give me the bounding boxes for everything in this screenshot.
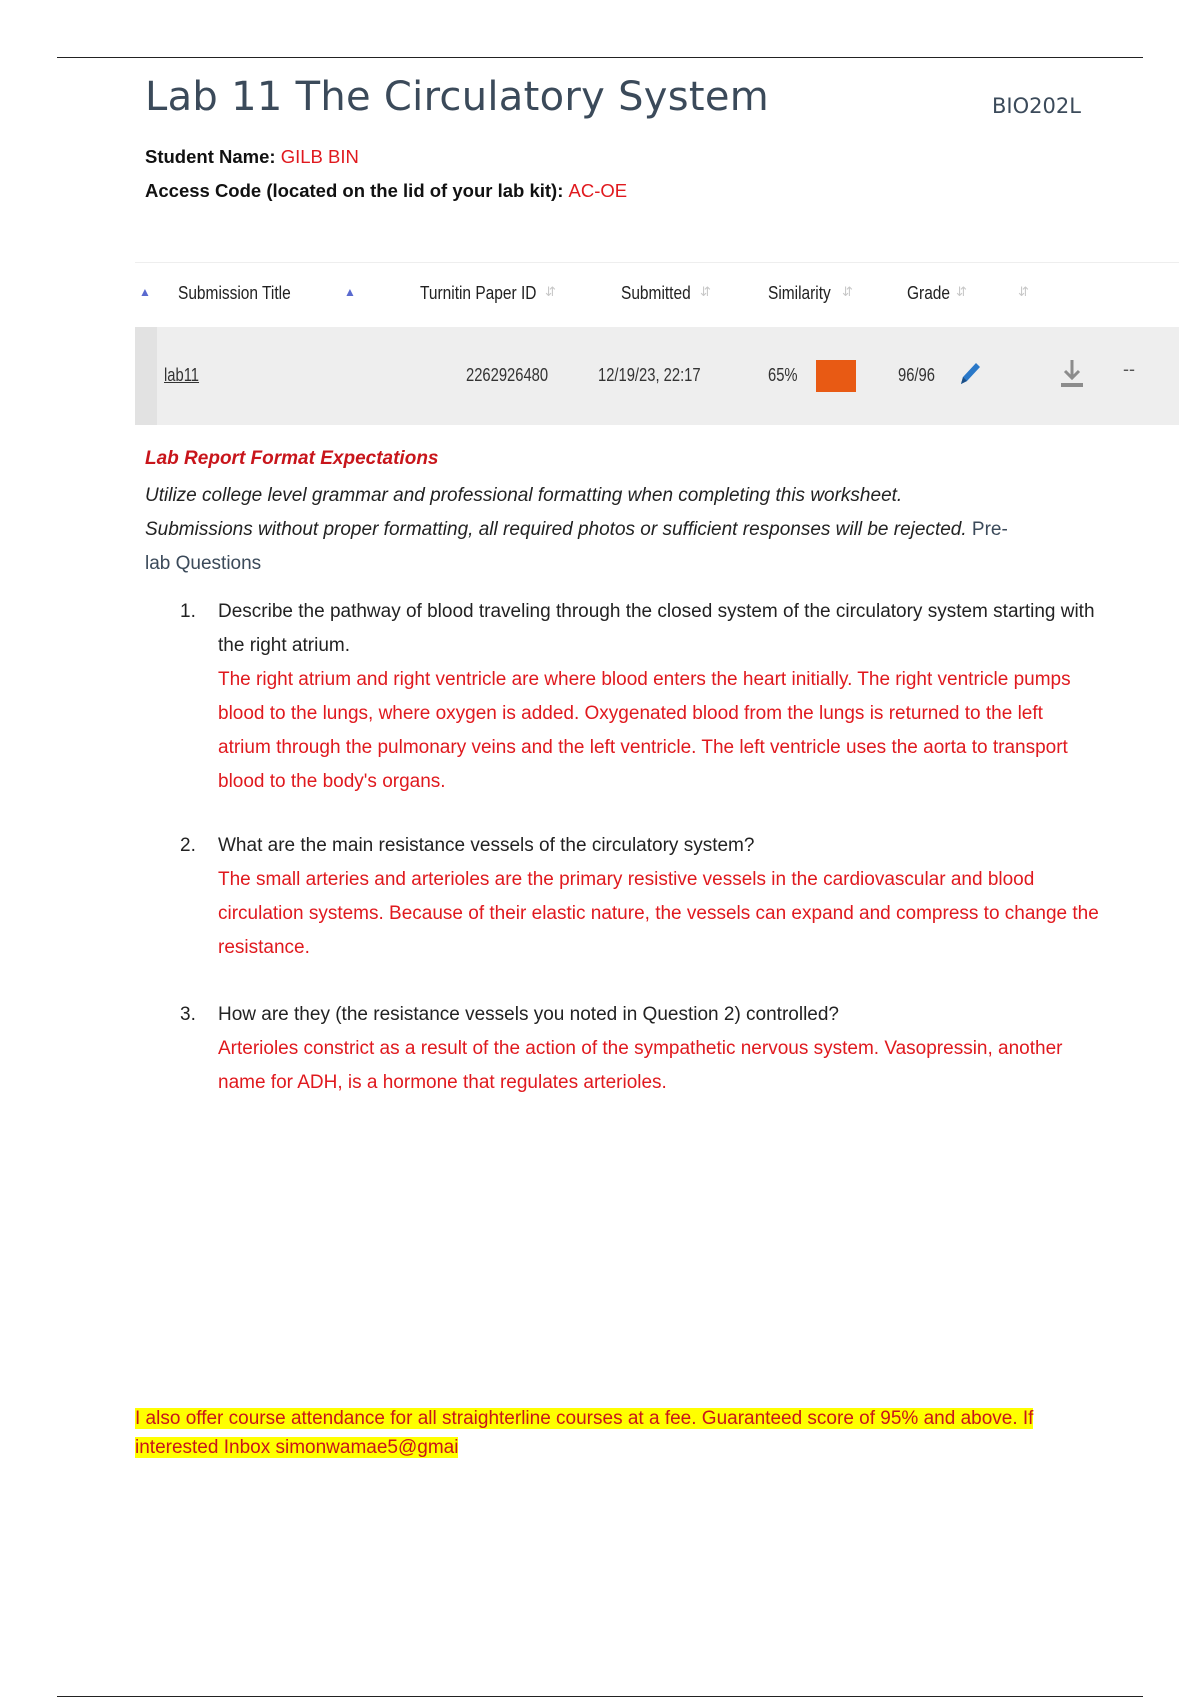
question-text: What are the main resistance vessels of the circulatory system? <box>218 835 755 856</box>
submitted-date: 12/19/23, 22:17 <box>598 365 701 385</box>
column-header-similarity[interactable]: Similarity <box>768 283 831 303</box>
similarity-color-box[interactable] <box>816 360 856 392</box>
more-options[interactable]: -- <box>1123 359 1135 379</box>
format-line-1: Utilize college level grammar and professional formatting when completing this worksheet. <box>145 485 903 506</box>
bottom-rule <box>57 1696 1143 1697</box>
format-heading: Lab Report Format Expectations <box>145 448 439 469</box>
table-header-row <box>135 263 1179 327</box>
column-header-grade[interactable]: Grade <box>907 283 951 303</box>
student-name-field <box>145 146 359 168</box>
access-code-field <box>145 180 627 202</box>
paper-id: 2262926480 <box>466 365 549 385</box>
column-header-submitted[interactable]: Submitted <box>621 283 691 303</box>
answer-text: The right atrium and right ventricle are where blood enters the heart initially. The right ventricle pumps blood to the lungs, where oxygen is added. Oxygenated blood from the lungs is returned to the left atrium through the pulmonary veins and the left ventricle. The left ventricle uses the aorta to transport blood to the body's organs. <box>218 669 1071 792</box>
download-icon[interactable] <box>1058 357 1086 391</box>
table-row <box>135 327 1179 425</box>
sort-toggle-icon[interactable]: ⇵ <box>842 284 853 299</box>
submission-table <box>135 262 1179 425</box>
answer-text: The small arteries and arterioles are the primary resistive vessels in the cardiovascular and blood circulation systems. Because of their elastic nature, the vessels can expand and compress to change the resistance. <box>218 869 1099 958</box>
question-number: 1. <box>180 601 196 622</box>
sort-asc-icon[interactable]: ▲ <box>344 285 356 299</box>
sort-toggle-icon[interactable]: ⇵ <box>700 284 711 299</box>
sort-toggle-icon[interactable]: ⇵ <box>956 284 967 299</box>
submission-title-link[interactable]: lab11 <box>164 365 200 385</box>
format-expectations <box>145 479 1095 581</box>
document-title: Lab 11 The Circulatory System <box>145 74 770 120</box>
sort-asc-icon[interactable]: ▲ <box>139 285 151 299</box>
top-rule <box>57 57 1143 58</box>
answer-text: Arterioles constrict as a result of the action of the sympathetic nervous system. Vasopressin, another name for ADH, is a hormone that regulates arterioles. <box>218 1038 1063 1093</box>
sort-toggle-icon[interactable]: ⇵ <box>545 284 556 299</box>
student-name-label: Student Name: <box>145 146 276 167</box>
question-3 <box>180 998 1100 1100</box>
column-header-paper-id[interactable]: Turnitin Paper ID <box>420 283 537 303</box>
question-text: Describe the pathway of blood traveling through the closed system of the circulatory system starting with the right atrium. <box>218 601 1095 656</box>
grade-value: 96/96 <box>898 365 935 385</box>
promo-line-1: I also offer course attendance for all straighterline courses at a fee. Guaranteed score of 95% and above. If <box>135 1408 1034 1429</box>
pencil-icon[interactable] <box>952 357 986 391</box>
question-number: 3. <box>180 1004 196 1025</box>
format-line-2: Submissions without proper formatting, all required photos or sufficient responses will be rejected. Pre- <box>145 519 1008 540</box>
course-code: BIO202L <box>992 94 1081 118</box>
prelab-heading-start: Pre- <box>971 519 1008 540</box>
sort-toggle-icon[interactable]: ⇵ <box>1018 284 1029 299</box>
promo-note <box>135 1404 1095 1462</box>
column-header-submission-title[interactable]: Submission Title <box>178 283 291 303</box>
prelab-heading-end: lab Questions <box>145 553 262 574</box>
question-1 <box>180 595 1100 799</box>
access-code-value: AC-OE <box>568 180 628 201</box>
access-code-label: Access Code (located on the lid of your lab kit): <box>145 180 564 201</box>
question-text: How are they (the resistance vessels you noted in Question 2) controlled? <box>218 1004 839 1025</box>
question-2 <box>180 829 1100 965</box>
promo-line-2: interested Inbox simonwamae5@gmai <box>135 1437 459 1458</box>
similarity-percent[interactable]: 65% <box>768 365 798 385</box>
student-name-value: GILB BIN <box>280 146 359 167</box>
question-number: 2. <box>180 835 196 856</box>
